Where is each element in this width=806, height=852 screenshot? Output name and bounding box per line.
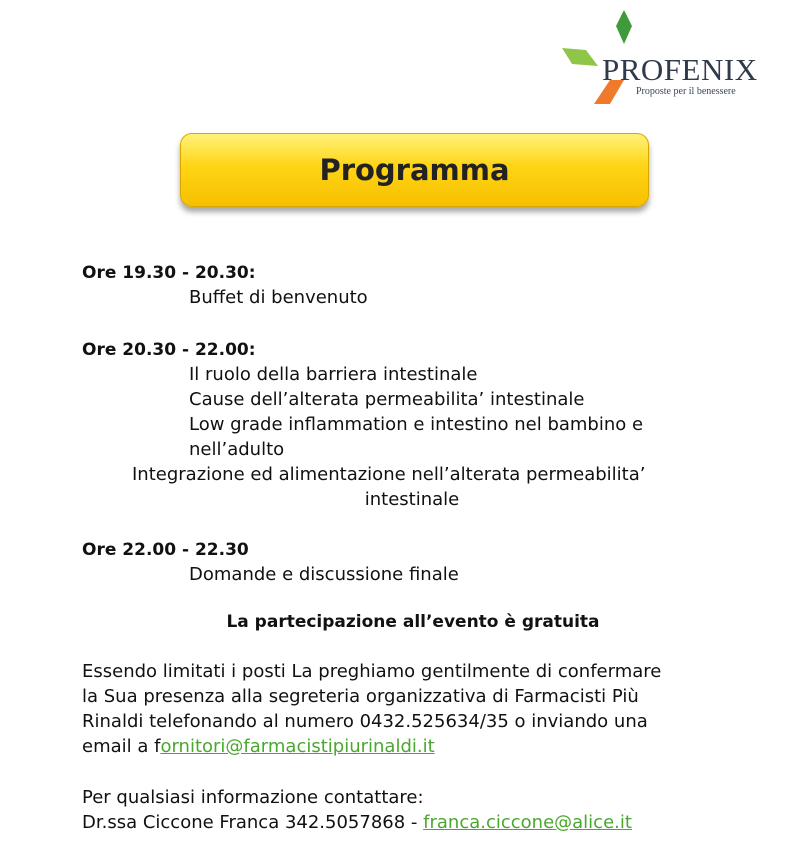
suppliers-email-link[interactable]: ornitori@farmacistipiurinaldi.it (160, 736, 435, 757)
profenix-logo (558, 10, 758, 110)
contact-name-phone: Dr.ssa Ciccone Franca 342.5057868 - (82, 812, 424, 833)
schedule-time-3: Ore 22.00 - 22.30 (82, 540, 249, 560)
schedule-item: Buffet di benvenuto (189, 287, 368, 308)
programma-banner (180, 133, 649, 207)
rsvp-email-line (82, 735, 435, 759)
contact-heading: Per qualsiasi informazione contattare: (82, 787, 424, 808)
contact-email-link[interactable]: franca.ciccone@alice.it (423, 812, 632, 833)
schedule-time-1: Ore 19.30 - 20.30: (82, 263, 256, 283)
schedule-item: Low grade inflammation e intestino nel bambino e (189, 414, 644, 435)
rsvp-email-prefix: email a f (82, 736, 161, 757)
logo-wordmark: PROFENIX (602, 52, 758, 87)
rsvp-line: Essendo limitati i posti La preghiamo gentilmente di confermare (82, 661, 662, 682)
schedule-item: Integrazione ed alimentazione nell’alterata permeabilita’ (132, 464, 646, 485)
rsvp-line: Rinaldi telefonando al numero 0432.525634/35 o inviando una (82, 711, 648, 732)
schedule-time-2: Ore 20.30 - 22.00: (82, 340, 256, 360)
contact-line (82, 811, 632, 835)
rsvp-line: la Sua presenza alla segreteria organizzativa di Farmacisti Più (82, 686, 639, 707)
banner-title: Programma (319, 153, 510, 187)
schedule-item: Domande e discussione finale (189, 564, 459, 585)
free-participation-notice: La partecipazione all’evento è gratuita (226, 612, 600, 632)
logo-tagline: Proposte per il benessere (636, 86, 736, 97)
schedule-item: Cause dell’alterata permeabilita’ intestinale (189, 389, 585, 410)
schedule-item: Il ruolo della barriera intestinale (189, 364, 478, 385)
schedule-item: nell’adulto (189, 439, 285, 460)
schedule-item: intestinale (364, 489, 460, 510)
